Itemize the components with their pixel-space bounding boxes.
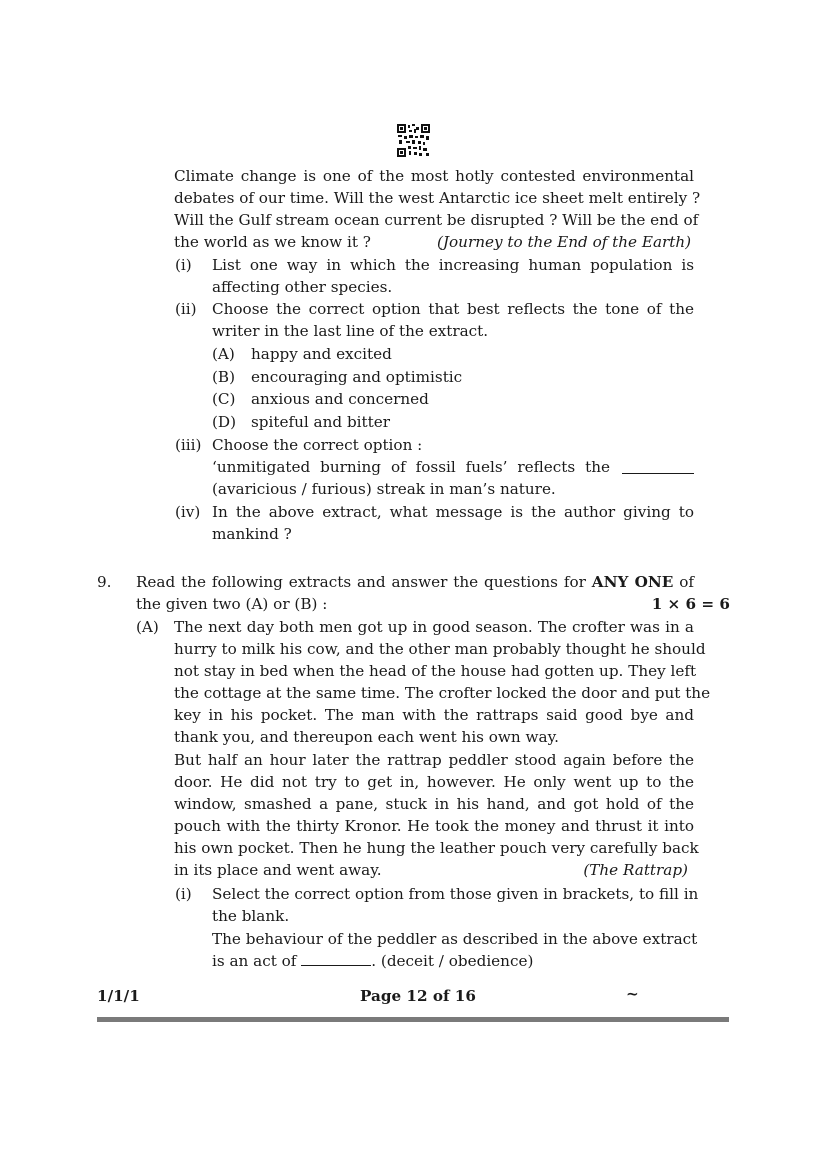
- option-label: (C): [212, 390, 236, 408]
- question-intro: Read the following extracts and answer the questions for ANY ONE of: [136, 573, 695, 591]
- subquestion-number: (ii): [175, 300, 197, 318]
- footer-mark: ~: [626, 985, 639, 1003]
- extract-line: door. He did not try to get in, however. He only went up to the: [174, 773, 694, 791]
- subquestion-text: is an act of . (deceit / obedience): [212, 952, 534, 970]
- question-number: 9.: [97, 573, 112, 591]
- fill-blank: [301, 951, 371, 966]
- extract-line: the cottage at the same time. The crofter locked the door and put the: [174, 684, 711, 702]
- page-number: Page 12 of 16: [360, 987, 476, 1005]
- option-text: anxious and concerned: [251, 390, 429, 408]
- subquestion-text: Select the correct option from those given in brackets, to fill in: [212, 885, 699, 903]
- extract-line: Will the Gulf stream ocean current be disrupted ? Will be the end of: [174, 211, 699, 229]
- option-text: spiteful and bitter: [251, 413, 390, 431]
- question-intro: the given two (A) or (B) :: [136, 595, 328, 613]
- subquestion-text: The behaviour of the peddler as described in the above extract: [212, 930, 698, 948]
- extract-source: (Journey to the End of the Earth): [437, 233, 692, 251]
- subquestion-text: Choose the correct option :: [212, 436, 423, 454]
- subquestion-text: affecting other species.: [212, 278, 393, 296]
- option-text: encouraging and optimistic: [251, 368, 463, 386]
- paper-code: 1/1/1: [97, 987, 140, 1005]
- subquestion-text: In the above extract, what message is the author giving to: [212, 503, 694, 521]
- qr-code-icon: [397, 124, 430, 157]
- extract-line: debates of our time. Will the west Antarctic ice sheet melt entirely ?: [174, 189, 701, 207]
- extract-line: The next day both men got up in good season. The crofter was in a: [174, 618, 694, 636]
- subquestion-number: (i): [175, 885, 192, 903]
- extract-line: window, smashed a pane, stuck in his hand, and got hold of the: [174, 795, 694, 813]
- fill-blank: [622, 459, 694, 474]
- subquestion-text: Choose the correct option that best reflects the tone of the: [212, 300, 694, 318]
- subquestion-text: writer in the last line of the extract.: [212, 322, 489, 340]
- extract-line: pouch with the thirty Kronor. He took the money and thrust it into: [174, 817, 694, 835]
- extract-line: key in his pocket. The man with the rattraps said good bye and: [174, 706, 694, 724]
- option-label: (B): [212, 368, 236, 386]
- option-text: happy and excited: [251, 345, 392, 363]
- marks-label: 1 × 6 = 6: [651, 595, 730, 613]
- extract-line: Climate change is one of the most hotly contested environmental: [174, 167, 694, 185]
- subquestion-text: the blank.: [212, 907, 290, 925]
- extract-line: not stay in bed when the head of the house had gotten up. They left: [174, 662, 697, 680]
- extract-line: in its place and went away.: [174, 861, 382, 879]
- extract-line: hurry to milk his cow, and the other man probably thought he should: [174, 640, 706, 658]
- subquestion-text: mankind ?: [212, 525, 292, 543]
- extract-line: But half an hour later the rattrap peddler stood again before the: [174, 751, 694, 769]
- subquestion-text: List one way in which the increasing human population is: [212, 256, 694, 274]
- extract-line: his own pocket. Then he hung the leather pouch very carefully back: [174, 839, 699, 857]
- option-label: (D): [212, 413, 237, 431]
- subquestion-number: (i): [175, 256, 192, 274]
- extract-line: the world as we know it ?: [174, 233, 371, 251]
- subquestion-number: (iv): [175, 503, 201, 521]
- extract-source: (The Rattrap): [583, 861, 688, 879]
- option-label: (A): [136, 618, 159, 636]
- subquestion-text: (avaricious / furious) streak in man’s nature.: [212, 480, 556, 498]
- footer-divider: [97, 1017, 729, 1022]
- subquestion-text: ‘unmitigated burning of fossil fuels’ reflects the: [212, 458, 610, 476]
- subquestion-number: (iii): [175, 436, 202, 454]
- option-label: (A): [212, 345, 235, 363]
- extract-line: thank you, and thereupon each went his own way.: [174, 728, 559, 746]
